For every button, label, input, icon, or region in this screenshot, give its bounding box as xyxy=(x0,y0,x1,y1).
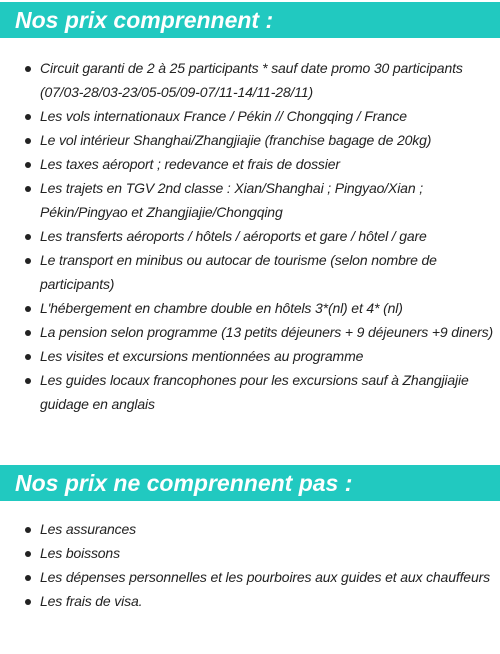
list-item-text: La pension selon programme (13 petits déjeuners + 9 déjeuners +9 diners) xyxy=(40,324,494,340)
bullet-icon xyxy=(25,186,31,192)
list-item xyxy=(0,565,500,589)
bullet-icon xyxy=(25,378,31,384)
bullet-icon xyxy=(25,66,31,72)
bullet-icon xyxy=(25,354,31,360)
bullet-icon xyxy=(25,306,31,312)
included-list xyxy=(0,56,500,416)
list-item xyxy=(0,517,500,541)
bullet-icon xyxy=(25,551,31,557)
bullet-icon xyxy=(25,138,31,144)
list-item-text: Les trajets en TGV 2nd classe : Xian/Shanghai ; Pingyao/Xian ; Pékin/Pingyao et Zhangjiajie/Chongqing xyxy=(40,180,423,220)
list-item-text: Les guides locaux francophones pour les excursions sauf à Zhangjiajie guidage en anglais xyxy=(40,372,469,412)
list-item-text: Le vol intérieur Shanghai/Zhangjiajie (franchise bagage de 20kg) xyxy=(40,132,432,148)
list-item xyxy=(0,104,500,128)
list-item xyxy=(0,152,500,176)
bullet-icon xyxy=(25,599,31,605)
bullet-icon xyxy=(25,162,31,168)
list-item xyxy=(0,320,500,344)
list-item xyxy=(0,541,500,565)
bullet-icon xyxy=(25,527,31,533)
bullet-icon xyxy=(25,114,31,120)
list-item xyxy=(0,368,500,416)
list-item-text: Les taxes aéroport ; redevance et frais de dossier xyxy=(40,156,340,172)
bullet-icon xyxy=(25,330,31,336)
list-item-text: Le transport en minibus ou autocar de tourisme (selon nombre de participants) xyxy=(40,252,437,292)
list-item xyxy=(0,589,500,613)
list-item xyxy=(0,128,500,152)
list-item-text: L'hébergement en chambre double en hôtels 3*(nl) et 4* (nl) xyxy=(40,300,403,316)
list-item xyxy=(0,248,500,296)
excluded-list xyxy=(0,517,500,613)
bullet-icon xyxy=(25,258,31,264)
list-item xyxy=(0,176,500,224)
list-item-text: Les boissons xyxy=(40,545,120,561)
list-item-text: Les frais de visa. xyxy=(40,593,143,609)
list-item-text: Les transferts aéroports / hôtels / aéroports et gare / hôtel / gare xyxy=(40,228,427,244)
included-section-title: Nos prix comprennent : xyxy=(0,2,500,38)
list-item xyxy=(0,344,500,368)
list-item-text: Circuit garanti de 2 à 25 participants * sauf date promo 30 participants (07/03-28/03-23/05-05/09-07/11-14/11-28/11) xyxy=(40,60,463,100)
bullet-icon xyxy=(25,575,31,581)
list-item-text: Les vols internationaux France / Pékin // Chongqing / France xyxy=(40,108,407,124)
list-item-text: Les assurances xyxy=(40,521,136,537)
list-item-text: Les dépenses personnelles et les pourboires aux guides et aux chauffeurs xyxy=(40,569,490,585)
bullet-icon xyxy=(25,234,31,240)
list-item xyxy=(0,296,500,320)
list-item xyxy=(0,56,500,104)
excluded-section-title: Nos prix ne comprennent pas : xyxy=(0,465,500,501)
list-item-text: Les visites et excursions mentionnées au programme xyxy=(40,348,364,364)
list-item xyxy=(0,224,500,248)
